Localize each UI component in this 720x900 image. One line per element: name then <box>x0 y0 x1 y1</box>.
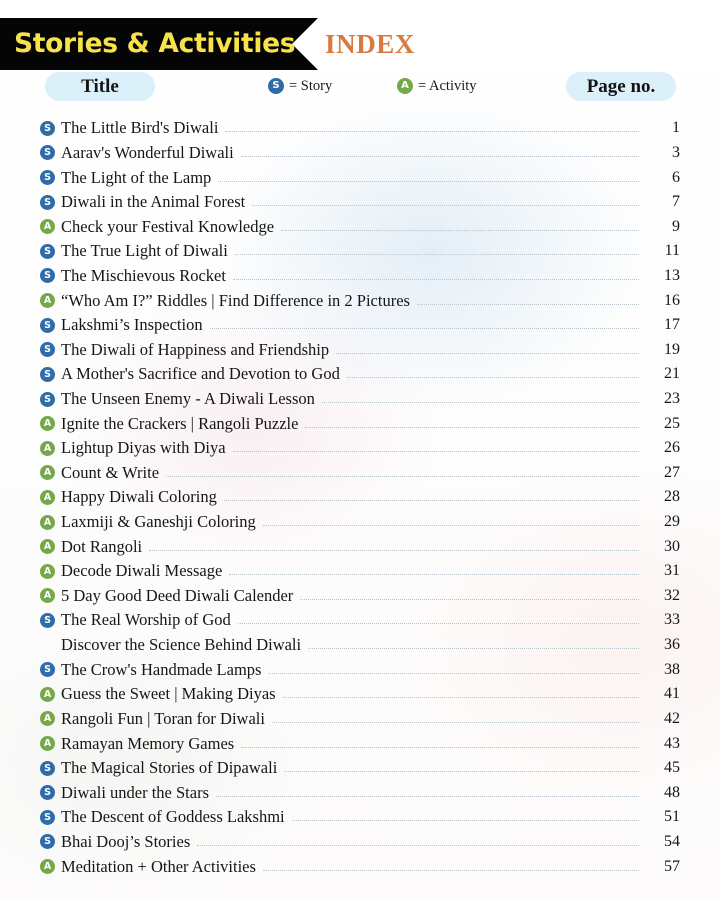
table-row[interactable] <box>40 830 680 855</box>
dot-leader <box>216 795 639 797</box>
row-badge-slot <box>40 736 61 751</box>
row-page-number: 23 <box>664 390 680 407</box>
row-title: The Unseen Enemy - A Diwali Lesson <box>61 389 315 408</box>
story-badge-icon: S <box>40 195 55 210</box>
row-page-number: 57 <box>664 857 680 875</box>
activity-badge-icon: A <box>40 293 55 308</box>
dot-leader <box>272 721 639 723</box>
table-row[interactable] <box>40 756 680 781</box>
dot-leader <box>238 622 639 624</box>
dot-leader <box>263 524 639 526</box>
row-badge-slot <box>40 416 61 431</box>
story-badge-icon: S <box>40 268 55 283</box>
row-page-number: 54 <box>664 832 680 850</box>
index-label: INDEX <box>325 29 416 59</box>
story-badge-icon: S <box>40 318 55 333</box>
row-title: The Mischievous Rocket <box>61 265 226 285</box>
table-row[interactable] <box>40 116 680 141</box>
row-page-number: 43 <box>664 734 680 752</box>
row-page-number: 16 <box>664 291 680 309</box>
activity-badge-icon: A <box>40 736 55 751</box>
story-badge-icon: S <box>40 244 55 259</box>
row-page-number: 25 <box>664 414 680 432</box>
row-badge-slot <box>40 613 61 628</box>
row-badge-slot <box>40 244 61 259</box>
table-row[interactable] <box>40 584 680 609</box>
table-row[interactable] <box>40 214 680 239</box>
legend-row <box>0 72 720 104</box>
dot-leader <box>224 499 639 501</box>
story-badge-icon: S <box>40 170 55 185</box>
row-title: Aarav's Wonderful Diwali <box>61 142 234 162</box>
row-page-number: 29 <box>664 513 680 531</box>
table-row[interactable] <box>40 141 680 166</box>
table-row[interactable] <box>40 731 680 756</box>
row-page-number: 51 <box>664 808 680 826</box>
table-row[interactable] <box>40 805 680 830</box>
table-row[interactable] <box>40 190 680 215</box>
dot-leader <box>336 352 639 354</box>
row-title: The Diwali of Happiness and Friendship <box>61 339 330 359</box>
dot-leader <box>300 598 639 600</box>
row-badge-slot <box>40 662 61 677</box>
story-badge-icon: S <box>40 761 55 776</box>
row-page-number: 32 <box>664 586 680 604</box>
table-row[interactable] <box>40 559 680 584</box>
row-badge-slot <box>40 268 61 283</box>
table-row[interactable] <box>40 411 680 436</box>
legend-story-label: = Story <box>289 78 333 94</box>
activity-badge-icon: A <box>40 687 55 702</box>
row-title: Ignite the Crackers | Rangoli Puzzle <box>61 413 299 433</box>
row-badge-slot <box>40 834 61 849</box>
row-title: Diwali under the Stars <box>61 782 210 802</box>
story-badge-icon: S <box>268 78 284 94</box>
row-page-number: 31 <box>664 562 680 580</box>
dot-leader <box>210 327 639 329</box>
story-badge-icon: S <box>40 613 55 628</box>
row-title: Count & Write <box>61 462 160 482</box>
row-title: Guess the Sweet | Making Diyas <box>61 684 276 704</box>
story-badge-icon: S <box>40 392 55 407</box>
row-page-number: 11 <box>664 242 680 260</box>
table-row[interactable] <box>40 387 680 412</box>
row-badge-slot <box>40 392 61 407</box>
row-page-number: 28 <box>664 488 680 506</box>
activity-badge-icon: A <box>40 564 55 579</box>
row-page-number: 41 <box>664 685 680 703</box>
row-page-number: 3 <box>672 143 680 161</box>
row-badge-slot <box>40 293 61 308</box>
dot-leader <box>252 204 639 206</box>
legend-activity-label: = Activity <box>418 78 477 94</box>
dot-leader <box>197 844 639 846</box>
row-badge-slot <box>40 711 61 726</box>
row-badge-slot <box>40 318 61 333</box>
dot-leader <box>322 401 639 403</box>
activity-badge-icon: A <box>40 219 55 234</box>
activity-badge-icon: A <box>40 859 55 874</box>
row-title: Ramayan Memory Games <box>61 733 235 753</box>
page-header <box>0 18 720 70</box>
row-page-number: 38 <box>664 660 680 678</box>
row-page-number: 33 <box>664 611 680 629</box>
row-title: Lakshmi’s Inspection <box>61 315 203 335</box>
row-badge-slot <box>40 490 61 505</box>
activity-badge-icon: A <box>40 515 55 530</box>
row-page-number: 45 <box>664 759 680 777</box>
row-page-number: 42 <box>664 709 680 727</box>
legend-story <box>268 75 332 97</box>
table-row[interactable] <box>40 239 680 264</box>
table-row[interactable] <box>40 165 680 190</box>
activity-badge-icon: A <box>397 78 413 94</box>
dot-leader <box>347 376 639 378</box>
dot-leader <box>263 869 639 871</box>
activity-badge-icon: A <box>40 539 55 554</box>
row-page-number: 48 <box>664 783 680 801</box>
row-title: Meditation + Other Activities <box>61 856 256 876</box>
row-title: The Crow's Handmade Lamps <box>61 659 262 679</box>
dot-leader <box>233 278 639 280</box>
dot-leader <box>281 229 639 231</box>
dot-leader <box>233 450 639 452</box>
row-title: Dot Rangoli <box>61 536 143 556</box>
row-badge-slot <box>40 121 61 136</box>
dot-leader <box>149 549 639 551</box>
dot-leader <box>225 130 639 132</box>
dot-leader <box>417 303 639 305</box>
dot-leader <box>235 253 639 255</box>
row-title: Laxmiji & Ganeshji Coloring <box>61 512 256 532</box>
row-badge-slot <box>40 810 61 825</box>
table-row[interactable] <box>40 707 680 732</box>
activity-badge-icon: A <box>40 490 55 505</box>
story-badge-icon: S <box>40 785 55 800</box>
table-row[interactable] <box>40 510 680 535</box>
row-page-number: 21 <box>664 365 680 383</box>
story-badge-icon: S <box>40 342 55 357</box>
row-page-number: 27 <box>664 463 680 481</box>
row-badge-slot <box>40 588 61 603</box>
row-title: The Magical Stories of Dipawali <box>61 758 278 778</box>
row-title: 5 Day Good Deed Diwali Calender <box>61 585 294 605</box>
row-title: “Who Am I?” Riddles | Find Difference in 2 Pictures <box>61 290 410 310</box>
table-row[interactable] <box>40 313 680 338</box>
row-title: The Little Bird's Diwali <box>61 118 219 138</box>
table-row[interactable] <box>40 461 680 486</box>
story-badge-icon: S <box>40 145 55 160</box>
row-title: Decode Diwali Message <box>61 561 223 581</box>
table-row[interactable] <box>40 485 680 510</box>
row-title: The Real Worship of God <box>61 610 231 630</box>
dot-leader <box>284 770 639 772</box>
story-badge-icon: S <box>40 121 55 136</box>
row-page-number: 9 <box>672 217 680 235</box>
table-row[interactable] <box>40 657 680 682</box>
row-badge-slot <box>40 465 61 480</box>
table-row[interactable] <box>40 362 680 387</box>
row-title: Check your Festival Knowledge <box>61 216 275 236</box>
legend-activity <box>397 75 477 97</box>
activity-badge-icon: A <box>40 441 55 456</box>
row-badge-slot <box>40 761 61 776</box>
row-page-number: 6 <box>672 168 680 186</box>
dot-leader <box>308 647 639 649</box>
row-title: Discover the Science Behind Diwali <box>61 635 302 655</box>
row-page-number: 30 <box>664 537 680 555</box>
dot-leader <box>229 573 639 575</box>
row-page-number: 7 <box>672 193 680 211</box>
story-badge-icon: S <box>40 834 55 849</box>
activity-badge-icon: A <box>40 711 55 726</box>
table-row[interactable] <box>40 436 680 461</box>
dot-leader <box>166 475 639 477</box>
row-title: The Light of the Lamp <box>61 167 212 187</box>
story-badge-icon: S <box>40 662 55 677</box>
table-row[interactable] <box>40 288 680 313</box>
table-row[interactable] <box>40 534 680 559</box>
activity-badge-icon: A <box>40 588 55 603</box>
table-row[interactable] <box>40 337 680 362</box>
row-page-number: 13 <box>664 266 680 284</box>
table-of-contents <box>40 116 680 879</box>
row-title: A Mother's Sacrifice and Devotion to God <box>61 364 340 384</box>
row-badge-slot <box>40 564 61 579</box>
row-title: Happy Diwali Coloring <box>61 487 217 507</box>
row-badge-slot <box>40 367 61 382</box>
table-row[interactable] <box>40 264 680 289</box>
activity-badge-icon: A <box>40 416 55 431</box>
row-title: Lightup Diyas with Diya <box>61 438 226 458</box>
activity-badge-icon: A <box>40 465 55 480</box>
row-title: Bhai Dooj’s Stories <box>61 831 191 851</box>
table-row[interactable] <box>40 780 680 805</box>
dot-leader <box>241 155 639 157</box>
dot-leader <box>268 672 639 674</box>
dot-leader <box>241 746 639 748</box>
column-header-title: Title <box>45 72 155 101</box>
table-row[interactable] <box>40 854 680 879</box>
row-badge-slot <box>40 539 61 554</box>
story-badge-icon: S <box>40 367 55 382</box>
story-badge-icon: S <box>40 810 55 825</box>
row-title: The Descent of Goddess Lakshmi <box>61 807 285 827</box>
dot-leader <box>283 696 639 698</box>
row-badge-slot <box>40 219 61 234</box>
row-badge-slot <box>40 515 61 530</box>
row-title: The True Light of Diwali <box>61 241 228 261</box>
row-page-number: 36 <box>664 636 680 654</box>
row-badge-slot <box>40 859 61 874</box>
table-row[interactable] <box>40 682 680 707</box>
row-badge-slot <box>40 785 61 800</box>
row-page-number: 17 <box>664 316 680 334</box>
row-page-number: 1 <box>672 119 680 137</box>
dot-leader <box>292 819 639 821</box>
dot-leader <box>218 180 639 182</box>
row-page-number: 26 <box>664 439 680 457</box>
table-row[interactable] <box>40 608 680 633</box>
row-badge-slot <box>40 342 61 357</box>
row-badge-slot <box>40 687 61 702</box>
row-badge-slot <box>40 170 61 185</box>
row-title: Diwali in the Animal Forest <box>61 192 246 212</box>
row-badge-slot <box>40 441 61 456</box>
row-badge-slot <box>40 195 61 210</box>
row-page-number: 19 <box>664 340 680 358</box>
dot-leader <box>305 426 639 428</box>
row-title: Rangoli Fun | Toran for Diwali <box>61 708 265 728</box>
row-badge-slot <box>40 145 61 160</box>
table-row[interactable] <box>40 633 680 658</box>
column-header-page-no: Page no. <box>566 72 676 101</box>
page-title: Stories & Activities <box>14 28 296 59</box>
